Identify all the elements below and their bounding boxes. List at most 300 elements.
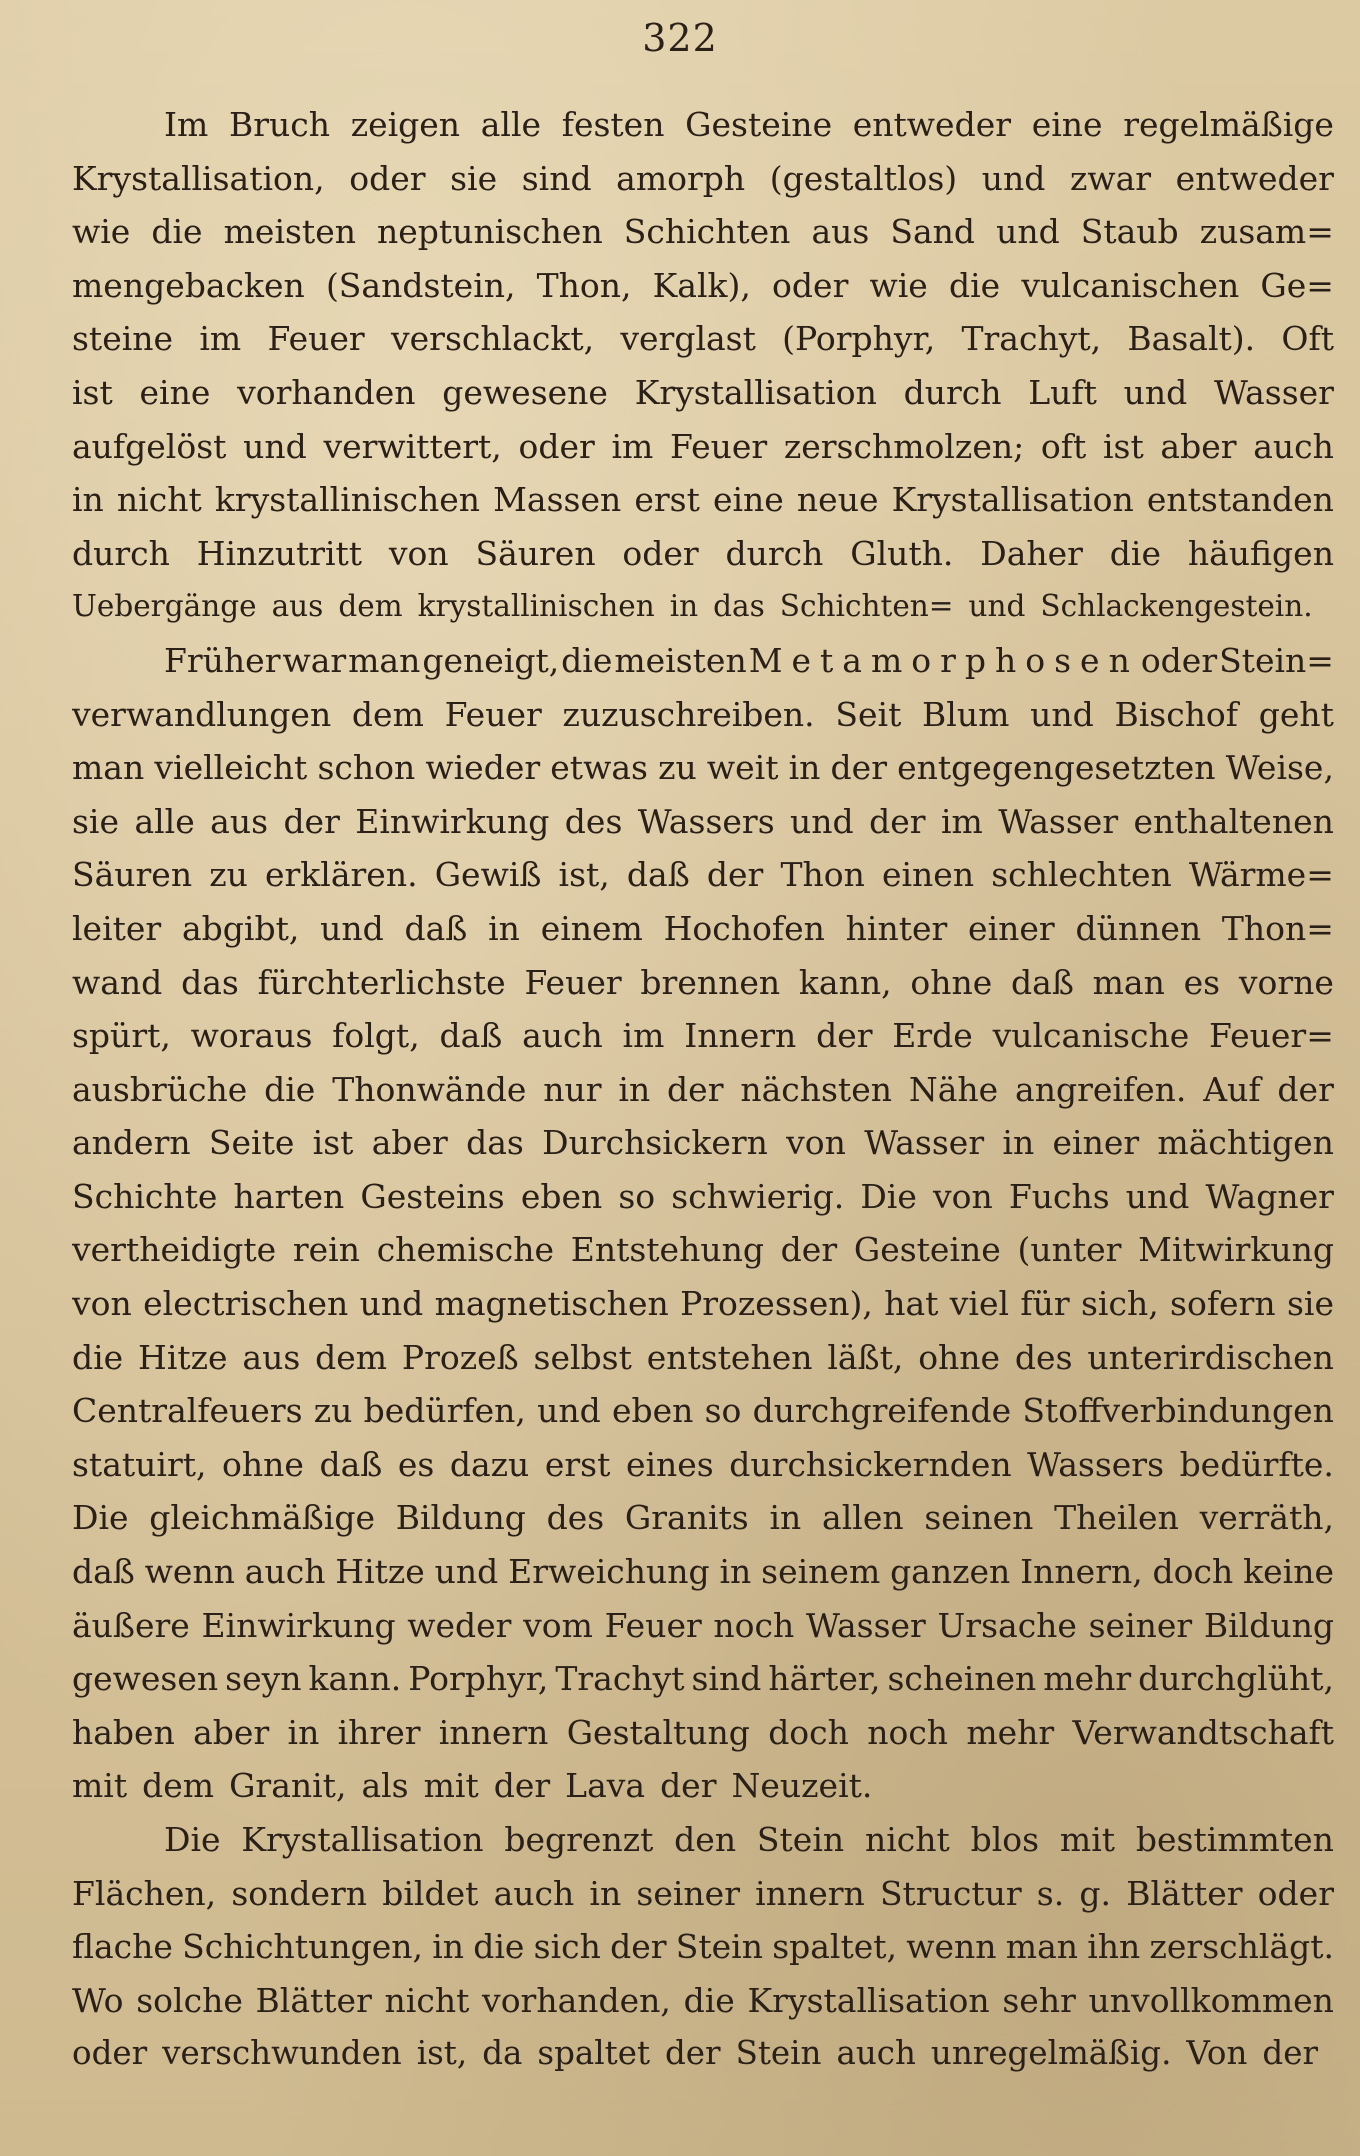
word: vom [523,1605,593,1645]
text-line [72,741,1334,795]
word: der [665,2034,721,2073]
word: vertheidigte [72,1230,277,1270]
word: mengebacken [72,265,305,305]
word: und [359,1284,424,1324]
word: der [610,1927,667,1967]
word: ausbrüche [72,1069,248,1109]
word: noch [713,1605,795,1645]
text-line [72,1063,1334,1117]
text-line [72,634,1334,688]
word: Uebergänge [72,589,257,624]
word: verräth, [1199,1498,1334,1538]
word: daß [626,855,690,895]
text-line [72,366,1334,420]
word: in [287,1712,320,1752]
word: kann. [308,1659,402,1699]
word: Ursache [937,1605,1077,1645]
word: Von [1186,2034,1248,2073]
word: zu [313,1391,353,1431]
text-line [72,1813,1334,1867]
word: läßt, [827,1337,904,1377]
word: Basalt). [1127,319,1256,359]
word: mehr [966,1712,1055,1752]
word: Thon, [536,265,632,305]
word: Centralfeuers [72,1391,303,1431]
word: aus [811,212,870,252]
word: hinter [845,908,948,948]
word: eines [625,1444,714,1484]
word: Wärme= [1188,855,1334,895]
word: und [320,908,384,948]
word: Feuer= [1209,1016,1334,1056]
word: Mitwirkung [1138,1230,1334,1270]
word: Durchsickern [542,1123,768,1163]
word: neue [796,480,879,520]
word: vorhanden [237,372,416,412]
word: Im [164,105,209,144]
word: zu [209,855,248,895]
word: unregelmäßig. [930,2034,1172,2073]
word: gewesen [72,1659,219,1699]
word: selbst [533,1337,632,1377]
text-line [72,1867,1334,1921]
word: Schichte [72,1176,218,1216]
word: die [561,640,613,680]
word: vorhanden, [482,1980,671,2020]
word: Einwirkung [355,801,550,841]
text-line [72,527,1334,581]
word: aus [210,801,269,841]
word: Innern, [1020,1552,1143,1592]
word: oder [518,426,595,466]
word: in [72,480,104,520]
word: noch [867,1712,949,1752]
word: durch [725,533,824,573]
word: ist [1102,426,1144,466]
word: Wagner [1205,1176,1334,1216]
word: in [1002,1123,1035,1163]
word: ist [72,372,113,412]
word: dem [142,1766,215,1806]
word: zwar [1069,158,1152,198]
word: aufgelöst [72,426,227,466]
word: Krystallisation [241,1820,484,1859]
word: Trachyt [555,1659,685,1699]
word: Thonwände [332,1069,527,1109]
word: Säuren [475,533,596,573]
word: Gluth. [850,533,954,573]
word: oder [622,533,699,573]
word: die [473,1927,525,1967]
word: von [786,1123,846,1163]
word: alle [480,105,542,144]
word: verwandlungen [72,694,332,734]
word: das [466,1123,524,1163]
word: Wasser [1214,372,1334,412]
word: Gesteine [685,105,833,144]
word: blos [970,1820,1040,1859]
word: festen [561,105,665,144]
word: dazu [449,1444,530,1484]
word: Stein [756,1820,845,1859]
word: zusam= [1199,212,1334,252]
word: leiter [72,908,162,948]
paragraph [72,634,1334,1813]
word: verwittert, [323,426,502,466]
word: der [283,801,340,841]
word: aber [193,1712,270,1752]
text-line [72,420,1334,474]
word: wand [72,962,163,1002]
word: hat [884,1284,939,1324]
word: die [264,1069,316,1109]
word: in [589,1873,622,1913]
word: Structur [879,1873,1022,1913]
word: des [564,801,623,841]
word: entgegengesetzten [897,748,1216,788]
word: (gestaltlos) [769,158,958,198]
word: Ge= [1260,265,1334,305]
word: innern [438,1712,549,1752]
word: spaltet [537,2034,650,2073]
text-line [72,795,1334,849]
word: war [282,640,347,680]
word: für [1020,1284,1070,1324]
word: Prozessen), [680,1284,873,1324]
word: Wasser [998,801,1119,841]
word: in [769,1498,802,1538]
word: durch [72,533,170,573]
word: Hinzutritt [196,533,363,573]
word: auch [493,1873,575,1913]
word: seiner [636,1873,740,1913]
word: der [493,1766,551,1806]
word: sehr [1002,1980,1076,2020]
word: die [1109,533,1162,573]
word: steine [72,319,174,359]
word: Sand [890,212,976,252]
word: daß [439,1016,503,1056]
word: Gewiß [434,855,542,895]
word: Feuer [524,962,622,1002]
word: Trachyt, [961,319,1102,359]
text-line [72,2027,1334,2081]
word: aber [1160,426,1237,466]
page-number: 322 [642,16,718,60]
word: im [622,1016,665,1056]
word: sich, [1080,1284,1159,1324]
word: Erweichung [508,1552,710,1592]
text-line [72,902,1334,956]
word: viel [949,1284,1010,1324]
word: haben [72,1712,175,1752]
word: das [713,589,765,624]
word: Blätter [255,1980,372,2020]
word: auch [244,1552,326,1592]
word: Wassers [637,801,775,841]
word: vielleicht [154,748,308,788]
word: Früher [164,640,281,680]
word: schlechten [991,855,1172,895]
word: ganzen [890,1552,1011,1592]
word: und [790,801,854,841]
word: Stein [675,1927,763,1967]
word: Innern [684,1016,797,1056]
word: sofern [1170,1284,1276,1324]
word: Gesteine [853,1230,1001,1270]
word: so [618,1176,656,1216]
word: doch [1152,1552,1234,1592]
word: der [660,1766,717,1806]
word: ist, [558,855,610,895]
word: abgibt, [181,908,300,948]
word: zerschlägt. [1149,1927,1334,1967]
word: als [361,1766,409,1806]
word: Bildung [1203,1605,1334,1645]
word: krystallinischen [214,480,481,520]
word: seiner [1088,1605,1193,1645]
word: der [780,1230,838,1270]
word: keine [1243,1552,1334,1592]
word: durchgreifende [752,1391,1012,1431]
word: schon [317,748,416,788]
word: Wasser [864,1123,985,1163]
word: sie [72,801,120,841]
body-text [72,98,1334,2081]
word: Schlackengestein. [1040,589,1313,624]
word: Wassers [1027,1444,1165,1484]
word: in [432,1927,464,1967]
word: Neuzeit. [731,1766,873,1806]
word: Wo [72,1980,124,2020]
word: in [669,589,699,624]
text-line [72,1223,1334,1277]
word: enthaltenen [1133,801,1334,841]
word: Massen [493,480,622,520]
word: der [830,748,887,788]
word: sind [521,158,592,198]
word: krystallinischen [417,589,655,624]
word: da [482,2034,523,2073]
word: bildet [382,1873,479,1913]
text-line [72,1491,1334,1545]
word: von [932,1176,993,1216]
word: mächtigen [1157,1123,1334,1163]
word: häufigen [1187,533,1334,573]
text-line [72,580,1334,634]
word: geneigt, [422,640,560,680]
word: folgt, [332,1016,420,1056]
word: eine [712,480,784,520]
word: innern [755,1873,865,1913]
word: Weise, [1225,748,1334,788]
word: wenn [906,1927,997,1967]
word: erst [544,1444,611,1484]
word: sondern [231,1873,368,1913]
word: und [434,1552,499,1592]
word: spaltet, [772,1927,898,1967]
word: in [788,748,821,788]
word: Prozeß [401,1337,519,1377]
word: daß [72,1552,135,1592]
text-line [72,1759,1334,1813]
word: eine [1031,105,1103,144]
word: zerschmolzen; [783,426,1025,466]
word: Oft [1281,319,1334,359]
word: Granits [624,1498,749,1538]
word: Auf [1203,1069,1261,1109]
text-line [72,1652,1334,1706]
word: Wasser [805,1605,926,1645]
word: Schichtungen, [182,1927,423,1967]
word: entstehen [646,1337,813,1377]
word: verglast [620,319,756,359]
word: die [683,1980,735,2020]
word: Säuren [72,855,193,895]
word: Kalk), [652,265,751,305]
word: ohne [910,962,993,1002]
word: Hitze [138,1337,228,1377]
word: durchsickernden [729,1444,1012,1484]
word: oder [1257,1873,1334,1913]
word: Flächen, [72,1873,217,1913]
word: Blätter [1126,1873,1243,1913]
word: oder [1140,640,1218,680]
word: bedürfen, [363,1391,526,1431]
text-line [72,98,1334,152]
word: aus [271,589,324,624]
word: rein [292,1230,360,1270]
word: im [199,319,242,359]
word: mit [423,1766,479,1806]
word: des [1014,1337,1073,1377]
word: einer [968,908,1055,948]
word: Gesteins [360,1176,505,1216]
word: Feuer [267,319,365,359]
word: Krystallisation [891,480,1134,520]
word: in [488,908,520,948]
word: Krystallisation, [72,158,325,198]
word: nur [543,1069,602,1109]
word: daß [319,1444,383,1484]
word: gewesene [442,372,608,412]
text-line [72,1170,1334,1224]
word: Hochofen [663,908,825,948]
text-line [72,956,1334,1010]
word: Erde [892,1016,973,1056]
word: Entstehung [570,1230,764,1270]
word: (Porphyr, [782,319,936,359]
word: vulcanischen [1021,265,1240,305]
word: alle [134,801,195,841]
word: den [674,1820,737,1859]
word: zeigen [350,105,461,144]
word: der [667,1069,724,1109]
word: Die [72,1498,129,1538]
word: unvollkommen [1088,1980,1334,2020]
word: oder [349,158,426,198]
word: das [181,962,239,1002]
word: chemische [376,1230,555,1270]
text-line [72,1545,1334,1599]
word: durchglüht, [1138,1659,1334,1699]
word: und [1030,694,1094,734]
word: in [618,1069,651,1109]
word: aber [371,1123,448,1163]
text-line [72,473,1334,527]
word: solche [136,1980,243,2020]
word: entweder [1175,158,1334,198]
word: der [706,855,764,895]
word: mit [72,1766,128,1806]
paragraph [72,1813,1334,2081]
word: in [719,1552,752,1592]
word: Blum [922,694,1010,734]
word: statuirt, [72,1444,207,1484]
word: die [151,212,203,252]
word: sie [1286,1284,1334,1324]
word: der [1277,1069,1334,1109]
word: auch [836,2034,916,2073]
text-line [72,1009,1334,1063]
word: woraus [190,1016,313,1056]
word: oder [72,2034,148,2073]
word: Hitze [335,1552,425,1592]
word: bestimmten [1135,1820,1334,1859]
word: angreifen. [1015,1069,1187,1109]
word: auch [522,1016,603,1056]
text-line [72,1384,1334,1438]
word: dünnen [1075,908,1202,948]
text-line [72,1277,1334,1331]
word: seyn [225,1659,302,1699]
word: Seit [835,694,902,734]
word: Gestaltung [566,1712,750,1752]
word: und [243,426,307,466]
word: bedürfte. [1179,1444,1334,1484]
word: harten [233,1176,345,1216]
word: regelmäßige [1123,105,1334,144]
word: wie [869,265,928,305]
word: weit [706,748,779,788]
word: Nähe [908,1069,999,1109]
word: von [388,533,449,573]
word: nächsten [740,1069,892,1109]
word: Metamorphosen [748,640,1139,680]
word: zuzuschreiben. [562,694,815,734]
word: man [1005,1927,1079,1967]
word: und [981,158,1046,198]
word: einen [881,855,975,895]
word: auch [1253,426,1334,466]
word: erst [634,480,700,520]
word: Krystallisation [634,372,877,412]
text-line [72,312,1334,366]
word: spürt, [72,1016,171,1056]
word: erklären. [264,855,418,895]
text-line [72,1331,1334,1385]
word: sich [533,1927,601,1967]
word: eben [520,1176,603,1216]
word: härter, [768,1659,881,1699]
word: doch [768,1712,849,1752]
word: Bruch [229,105,331,144]
word: unterirdischen [1087,1337,1334,1377]
word: Feuer [669,426,768,466]
word: oft [1040,426,1087,466]
word: Staub [1080,212,1179,252]
word: neptunischen [377,212,603,252]
